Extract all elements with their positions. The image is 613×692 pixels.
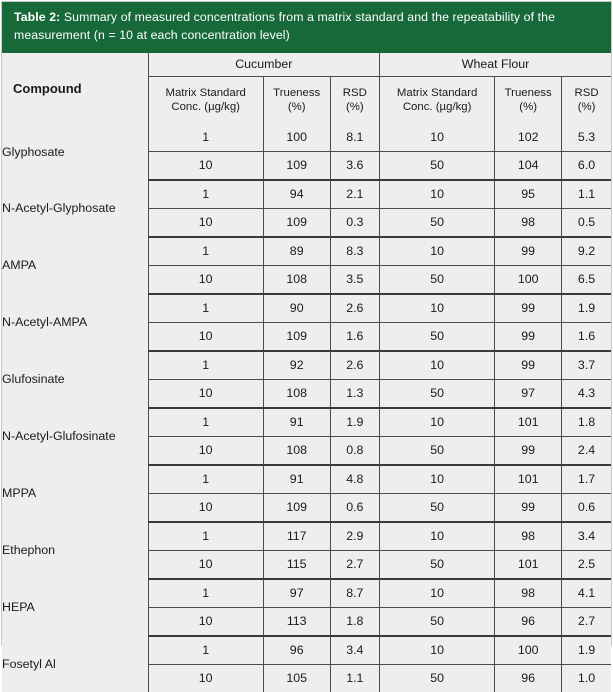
cell-wheat-trueness: 101 xyxy=(495,408,562,437)
cell-cucumber-rsd: 0.3 xyxy=(330,208,379,237)
cell-cucumber-trueness: 108 xyxy=(263,265,330,294)
column-header-cucumber-conc-line2: Conc. (µg/kg) xyxy=(171,101,240,114)
cell-wheat-rsd: 2.5 xyxy=(562,550,611,579)
table-row xyxy=(2,351,611,380)
cell-wheat-rsd: 0.5 xyxy=(562,208,611,237)
column-header-cucumber-rsd xyxy=(330,76,379,124)
cell-wheat-rsd: 1.6 xyxy=(562,322,611,351)
table-caption-label: Table 2: xyxy=(14,10,61,24)
cell-wheat-conc: 50 xyxy=(380,322,495,351)
cell-wheat-trueness: 98 xyxy=(495,208,562,237)
cell-cucumber-trueness: 92 xyxy=(263,351,330,380)
column-header-cucumber-trueness-line1: Trueness xyxy=(273,86,321,99)
compound-name-cell: HEPA xyxy=(2,579,148,636)
column-header-cucumber-trueness-line2: (%) xyxy=(287,101,306,114)
cell-wheat-conc: 50 xyxy=(380,379,495,408)
table-caption-text: Summary of measured concentrations from a matrix standard and the repeatability of the measurement (n = 10 at each concentration level) xyxy=(14,10,556,42)
cell-wheat-conc: 10 xyxy=(380,408,495,437)
table-figure xyxy=(1,1,612,686)
cell-wheat-rsd: 1.0 xyxy=(562,664,611,692)
compound-name-cell: MPPA xyxy=(2,465,148,522)
column-header-wheat-rsd-line2: (%) xyxy=(577,101,596,114)
table-head xyxy=(2,53,611,124)
cell-wheat-rsd: 4.3 xyxy=(562,379,611,408)
cell-wheat-rsd: 5.3 xyxy=(562,124,611,152)
cell-cucumber-conc: 1 xyxy=(148,408,263,437)
column-header-wheat-trueness-line1: Trueness xyxy=(504,86,552,99)
cell-cucumber-conc: 10 xyxy=(148,664,263,692)
cell-cucumber-rsd: 1.8 xyxy=(330,607,379,636)
cell-cucumber-trueness: 113 xyxy=(263,607,330,636)
cell-cucumber-rsd: 0.8 xyxy=(330,436,379,465)
measurements-table xyxy=(2,53,611,692)
cell-cucumber-conc: 1 xyxy=(148,579,263,608)
table-row xyxy=(2,237,611,266)
cell-wheat-trueness: 100 xyxy=(495,636,562,665)
column-header-wheat-rsd-line1: RSD xyxy=(574,86,599,99)
column-header-cucumber-conc-line1: Matrix Standard xyxy=(165,86,246,99)
cell-wheat-rsd: 3.4 xyxy=(562,522,611,551)
column-header-compound-label: Compound xyxy=(13,80,82,96)
cell-cucumber-rsd: 8.7 xyxy=(330,579,379,608)
cell-wheat-trueness: 100 xyxy=(495,265,562,294)
cell-cucumber-conc: 10 xyxy=(148,493,263,522)
column-header-cucumber-rsd-line2: (%) xyxy=(345,101,364,114)
cell-cucumber-rsd: 2.7 xyxy=(330,550,379,579)
table-caption xyxy=(2,2,611,53)
cell-cucumber-conc: 1 xyxy=(148,522,263,551)
cell-cucumber-trueness: 105 xyxy=(263,664,330,692)
cell-wheat-trueness: 99 xyxy=(495,237,562,266)
cell-wheat-trueness: 99 xyxy=(495,351,562,380)
compound-name-cell: Ethephon xyxy=(2,522,148,579)
cell-cucumber-rsd: 3.4 xyxy=(330,636,379,665)
cell-cucumber-rsd: 2.1 xyxy=(330,180,379,209)
compound-name-cell: Glufosinate xyxy=(2,351,148,408)
cell-wheat-rsd: 6.5 xyxy=(562,265,611,294)
cell-cucumber-trueness: 91 xyxy=(263,408,330,437)
cell-wheat-trueness: 95 xyxy=(495,180,562,209)
cell-wheat-conc: 10 xyxy=(380,294,495,323)
column-header-wheat-conc-line1: Matrix Standard xyxy=(396,86,478,99)
cell-wheat-trueness: 96 xyxy=(495,664,562,692)
table-row xyxy=(2,522,611,551)
cell-cucumber-conc: 1 xyxy=(148,465,263,494)
table-row xyxy=(2,408,611,437)
table-row xyxy=(2,180,611,209)
cell-cucumber-trueness: 89 xyxy=(263,237,330,266)
cell-cucumber-conc: 10 xyxy=(148,322,263,351)
cell-cucumber-conc: 1 xyxy=(148,237,263,266)
cell-cucumber-trueness: 97 xyxy=(263,579,330,608)
cell-wheat-trueness: 99 xyxy=(495,294,562,323)
cell-wheat-trueness: 99 xyxy=(495,322,562,351)
cell-wheat-trueness: 98 xyxy=(495,522,562,551)
table-row xyxy=(2,465,611,494)
cell-cucumber-rsd: 4.8 xyxy=(330,465,379,494)
cell-cucumber-rsd: 1.6 xyxy=(330,322,379,351)
column-header-compound xyxy=(2,53,148,124)
cell-cucumber-trueness: 109 xyxy=(263,493,330,522)
cell-cucumber-trueness: 90 xyxy=(263,294,330,323)
cell-wheat-conc: 10 xyxy=(380,124,495,152)
compound-name-cell: Fosetyl Al xyxy=(2,636,148,692)
cell-cucumber-rsd: 1.1 xyxy=(330,664,379,692)
cell-wheat-conc: 50 xyxy=(380,265,495,294)
cell-wheat-conc: 10 xyxy=(380,579,495,608)
cell-wheat-conc: 10 xyxy=(380,522,495,551)
cell-wheat-rsd: 1.9 xyxy=(562,294,611,323)
cell-cucumber-conc: 10 xyxy=(148,265,263,294)
cell-cucumber-rsd: 2.9 xyxy=(330,522,379,551)
column-header-cucumber-trueness xyxy=(263,76,330,124)
column-header-wheat-trueness-line2: (%) xyxy=(519,101,538,114)
column-group-header-cucumber: Cucumber xyxy=(148,53,379,77)
cell-wheat-conc: 50 xyxy=(380,493,495,522)
table-row xyxy=(2,124,611,152)
cell-cucumber-rsd: 3.5 xyxy=(330,265,379,294)
compound-name-cell: N-Acetyl-Glufosinate xyxy=(2,408,148,465)
cell-cucumber-trueness: 96 xyxy=(263,636,330,665)
column-header-wheat-rsd xyxy=(562,76,611,124)
cell-wheat-trueness: 101 xyxy=(495,550,562,579)
cell-wheat-trueness: 96 xyxy=(495,607,562,636)
cell-cucumber-trueness: 115 xyxy=(263,550,330,579)
cell-cucumber-trueness: 109 xyxy=(263,208,330,237)
cell-cucumber-conc: 10 xyxy=(148,550,263,579)
table-row xyxy=(2,636,611,665)
cell-wheat-conc: 10 xyxy=(380,636,495,665)
cell-wheat-conc: 50 xyxy=(380,208,495,237)
compound-name-cell: N-Acetyl-Glyphosate xyxy=(2,180,148,237)
table-body xyxy=(2,124,611,692)
compound-name-cell: N-Acetyl-AMPA xyxy=(2,294,148,351)
cell-wheat-rsd: 1.7 xyxy=(562,465,611,494)
cell-wheat-trueness: 102 xyxy=(495,124,562,152)
compound-name-cell: AMPA xyxy=(2,237,148,294)
cell-cucumber-trueness: 109 xyxy=(263,322,330,351)
cell-wheat-rsd: 6.0 xyxy=(562,151,611,180)
cell-cucumber-rsd: 8.1 xyxy=(330,124,379,152)
table-group-header-row xyxy=(2,53,611,77)
column-header-wheat-trueness xyxy=(495,76,562,124)
cell-wheat-conc: 10 xyxy=(380,465,495,494)
cell-cucumber-conc: 1 xyxy=(148,351,263,380)
cell-cucumber-trueness: 109 xyxy=(263,151,330,180)
cell-wheat-conc: 50 xyxy=(380,550,495,579)
cell-cucumber-conc: 10 xyxy=(148,607,263,636)
cell-cucumber-rsd: 2.6 xyxy=(330,351,379,380)
table-row xyxy=(2,294,611,323)
cell-cucumber-trueness: 117 xyxy=(263,522,330,551)
cell-cucumber-trueness: 91 xyxy=(263,465,330,494)
cell-wheat-trueness: 104 xyxy=(495,151,562,180)
cell-wheat-trueness: 101 xyxy=(495,465,562,494)
cell-wheat-conc: 50 xyxy=(380,664,495,692)
cell-wheat-rsd: 0.6 xyxy=(562,493,611,522)
cell-cucumber-conc: 1 xyxy=(148,124,263,152)
column-header-cucumber-rsd-line1: RSD xyxy=(342,86,367,99)
cell-cucumber-conc: 1 xyxy=(148,294,263,323)
cell-wheat-rsd: 1.1 xyxy=(562,180,611,209)
cell-cucumber-rsd: 1.9 xyxy=(330,408,379,437)
cell-cucumber-conc: 10 xyxy=(148,379,263,408)
cell-wheat-conc: 10 xyxy=(380,237,495,266)
column-header-cucumber-conc xyxy=(148,76,263,124)
cell-wheat-rsd: 1.9 xyxy=(562,636,611,665)
cell-cucumber-trueness: 108 xyxy=(263,436,330,465)
cell-wheat-trueness: 99 xyxy=(495,493,562,522)
cell-wheat-conc: 10 xyxy=(380,180,495,209)
cell-cucumber-conc: 10 xyxy=(148,208,263,237)
cell-cucumber-trueness: 94 xyxy=(263,180,330,209)
cell-cucumber-conc: 10 xyxy=(148,151,263,180)
cell-cucumber-trueness: 108 xyxy=(263,379,330,408)
column-header-wheat-conc-line2: Conc. (µg/kg) xyxy=(402,101,472,114)
cell-wheat-rsd: 3.7 xyxy=(562,351,611,380)
cell-cucumber-conc: 1 xyxy=(148,180,263,209)
cell-wheat-rsd: 4.1 xyxy=(562,579,611,608)
cell-wheat-rsd: 9.2 xyxy=(562,237,611,266)
table-row xyxy=(2,579,611,608)
compound-name-cell: Glyphosate xyxy=(2,124,148,180)
cell-wheat-trueness: 99 xyxy=(495,436,562,465)
cell-wheat-rsd: 2.7 xyxy=(562,607,611,636)
cell-wheat-trueness: 97 xyxy=(495,379,562,408)
column-group-header-wheat-flour: Wheat Flour xyxy=(380,53,611,77)
cell-cucumber-conc: 10 xyxy=(148,436,263,465)
cell-cucumber-rsd: 1.3 xyxy=(330,379,379,408)
cell-wheat-rsd: 2.4 xyxy=(562,436,611,465)
column-header-wheat-conc xyxy=(380,76,495,124)
cell-wheat-conc: 50 xyxy=(380,151,495,180)
cell-cucumber-rsd: 2.6 xyxy=(330,294,379,323)
cell-wheat-trueness: 98 xyxy=(495,579,562,608)
cell-cucumber-conc: 1 xyxy=(148,636,263,665)
cell-wheat-rsd: 1.8 xyxy=(562,408,611,437)
cell-wheat-conc: 10 xyxy=(380,351,495,380)
cell-cucumber-rsd: 0.6 xyxy=(330,493,379,522)
cell-cucumber-rsd: 3.6 xyxy=(330,151,379,180)
cell-cucumber-trueness: 100 xyxy=(263,124,330,152)
cell-wheat-conc: 50 xyxy=(380,607,495,636)
cell-wheat-conc: 50 xyxy=(380,436,495,465)
cell-cucumber-rsd: 8.3 xyxy=(330,237,379,266)
